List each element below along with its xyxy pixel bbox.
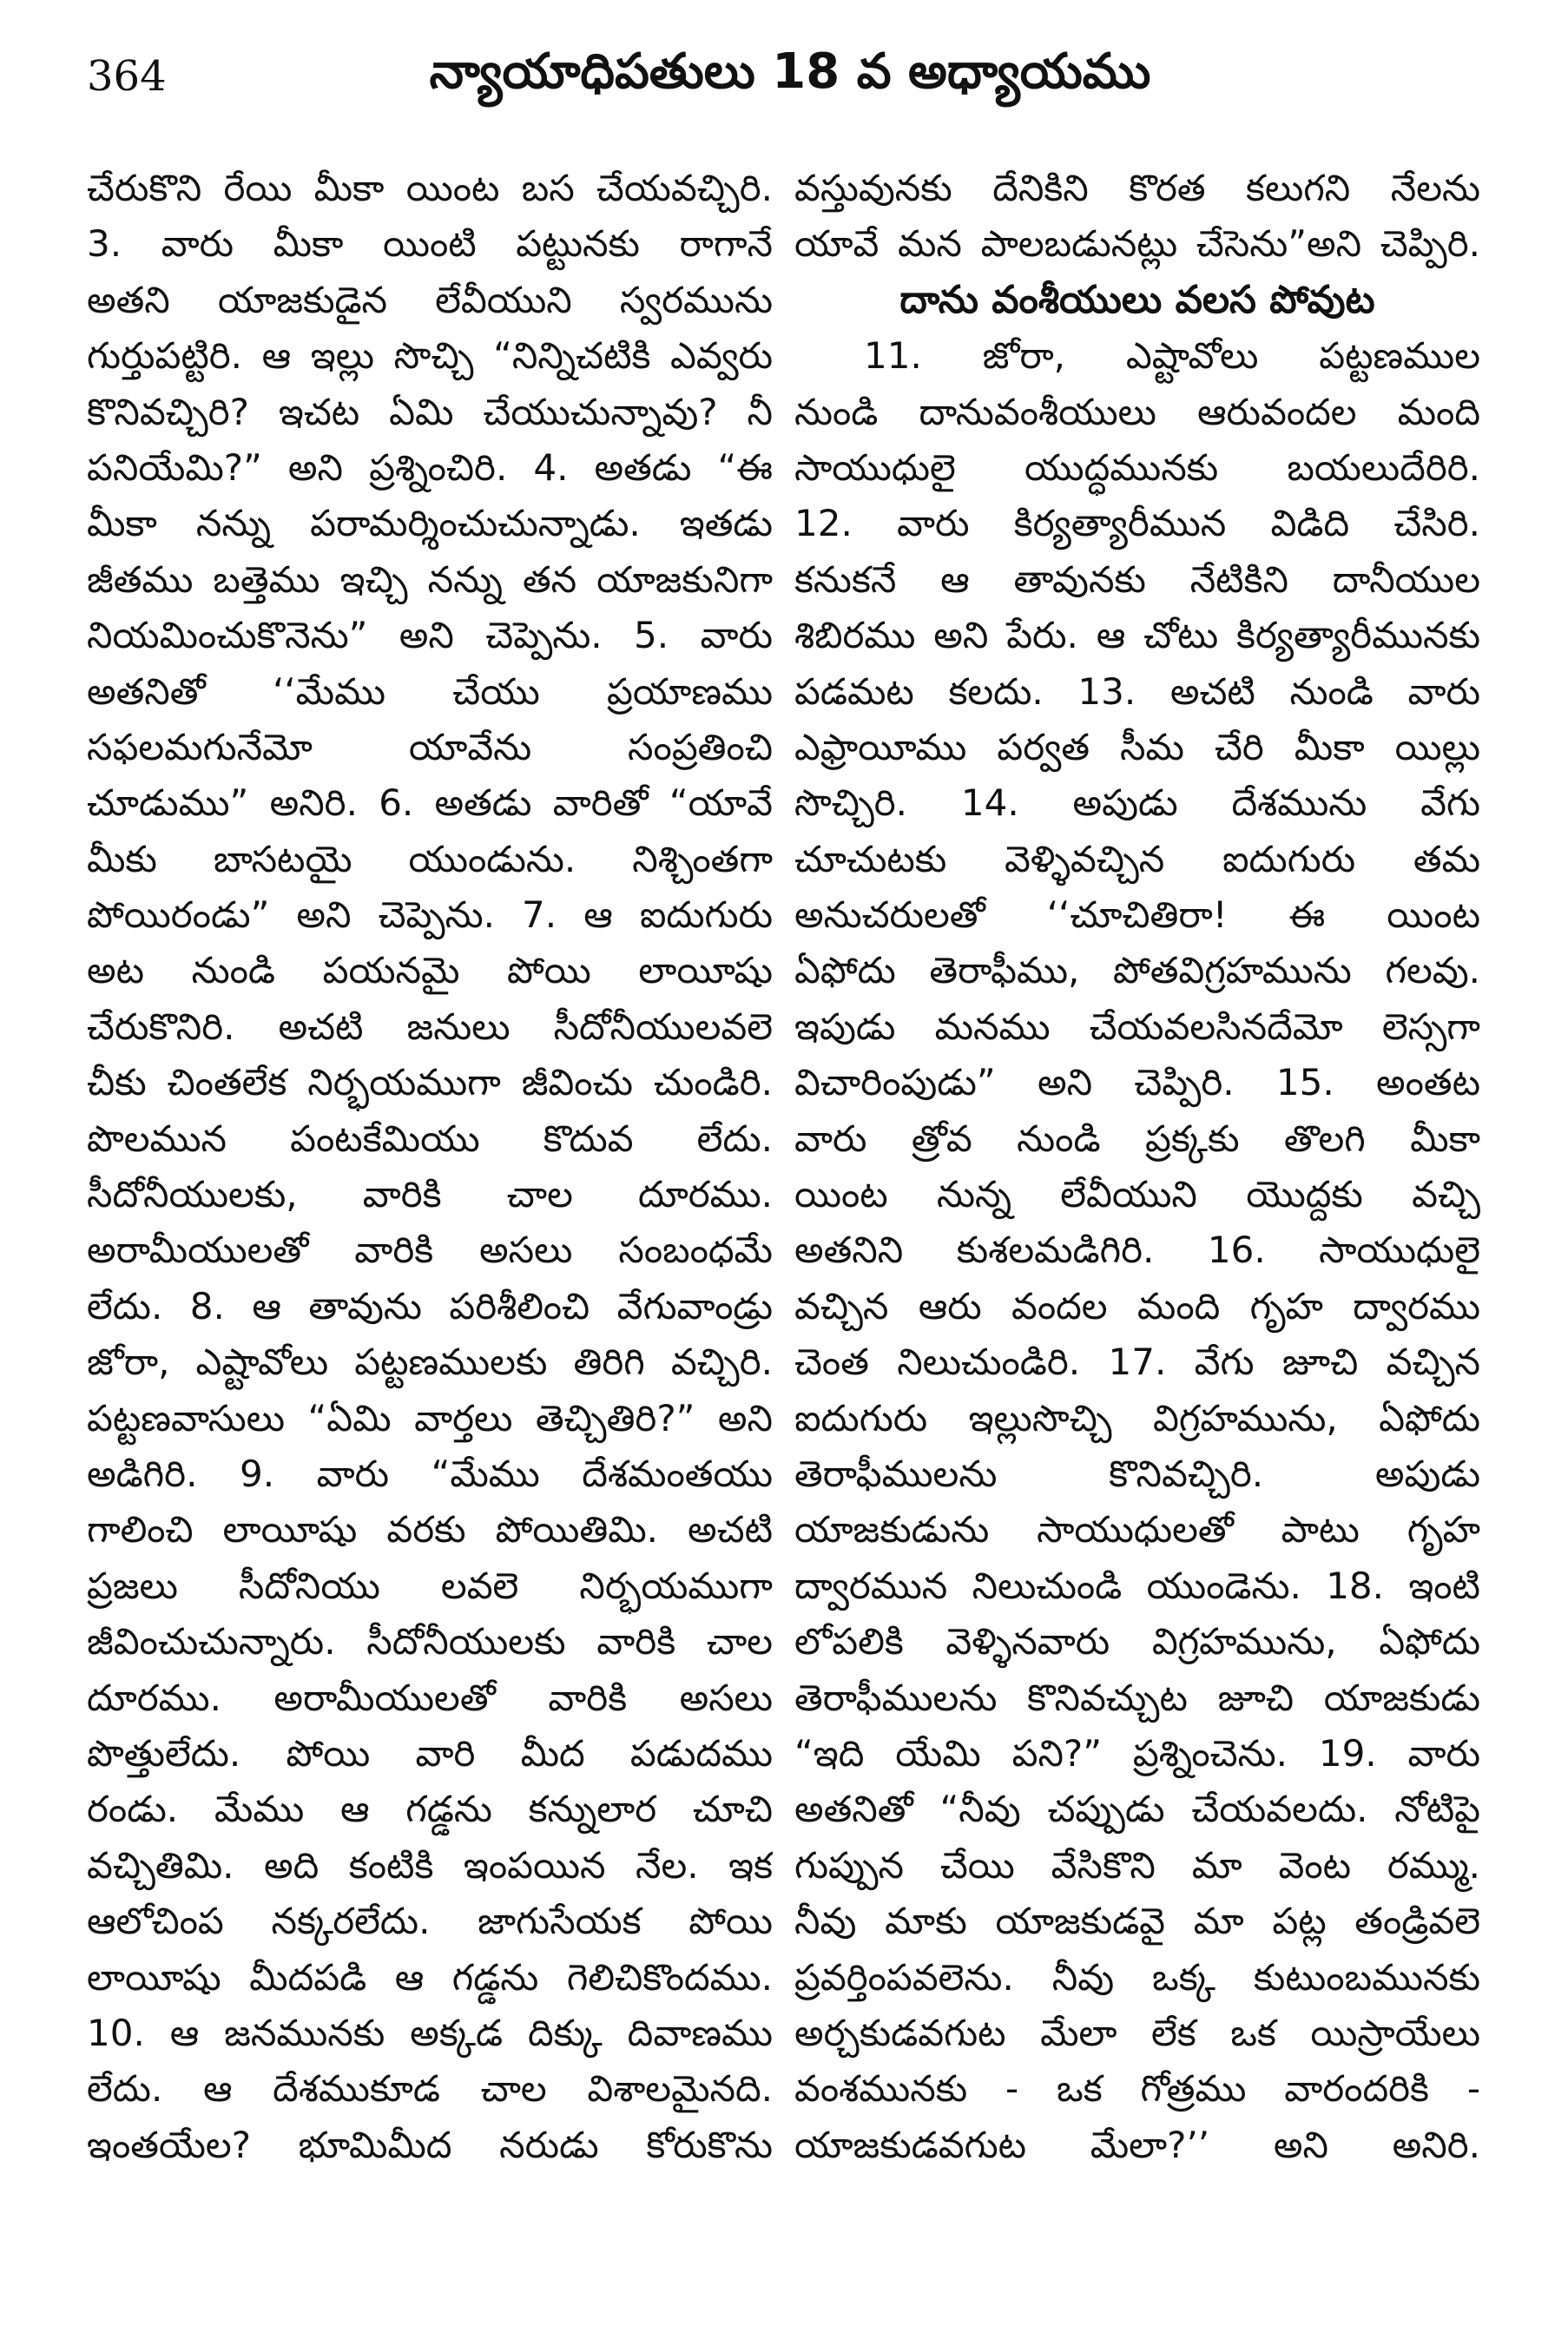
text-line: కనుకనే ఆ తావునకు నేటికిని దానీయుల	[794, 557, 1480, 601]
text-line: ఆలోచింప నక్కరలేదు. జాగుసేయక పోయి	[87, 1900, 773, 1943]
text-line: వంశమునకు - ఒక గోత్రము వారందరికి -	[794, 2067, 1480, 2111]
page-header	[87, 43, 1493, 122]
text-line: 3. వారు మీకా యింటి పట్టునకు రాగానే	[87, 222, 773, 266]
right-text-column	[794, 161, 1480, 2173]
text-line: పట్టణవాసులు “ఏమి వార్తలు తెచ్చితిరి?” అని	[87, 1396, 773, 1440]
text-line: వారు త్రోవ నుండి ప్రక్కకు తొలగి మీకా	[794, 1117, 1480, 1160]
text-line: అర్చకుడవగుట మేలా లేక ఒక యిస్రాయేలు	[794, 2011, 1480, 2054]
text-line: ద్వారమున నిలుచుండి యుండెను. 18. ఇంటి	[794, 1564, 1480, 1607]
text-line: పొలమున పంటకేమియు కొదువ లేదు.	[87, 1117, 773, 1160]
text-line: తెరాఫీములను కొనివచ్చుట జూచి యాజకుడు	[794, 1676, 1480, 1719]
text-line: ఐదుగురు ఇల్లుసొచ్చి విగ్రహమును, ఏఫోదు	[794, 1396, 1480, 1440]
text-line: దూరము. అరామీయులతో వారికి అసలు	[87, 1676, 773, 1719]
text-line: లాయీషు మీదపడి ఆ గడ్డను గెలిచికొందము.	[87, 1955, 773, 1999]
text-line: ఎఫ్రాయీము పర్వత సీమ చేరి మీకా యిల్లు	[794, 725, 1480, 768]
text-line: 12. వారు కిర్యత్యారీమున విడిది చేసిరి.	[794, 502, 1480, 545]
text-line: మీకు బాసటయై యుండును. నిశ్చింతగా	[87, 837, 773, 880]
text-line: అతనితో ‘‘మేము చేయు ప్రయాణము	[87, 669, 773, 713]
text-line: నుండి దానువంశీయులు ఆరువందల మంది	[794, 390, 1480, 433]
text-line: గుర్తుపట్టిరి. ఆ ఇల్లు సొచ్చి “నిన్నిచటికి ఎవ్వరు	[87, 334, 773, 378]
text-line: యింట నున్న లేవీయుని యొద్దకు వచ్చి	[794, 1173, 1480, 1216]
text-line: చూడుము” అనిరి. 6. అతడు వారితో “యావే	[87, 781, 773, 825]
text-line: లేదు. 8. ఆ తావును పరిశీలించి వేగువాండ్రు	[87, 1284, 773, 1328]
section-heading: దాను వంశీయులు వలస పోవుట	[899, 277, 1375, 322]
text-line: నియమించుకొనెను” అని చెప్పెను. 5. వారు	[87, 614, 773, 657]
text-line: సాయుధులై యుద్ధమునకు బయలుదేరిరి.	[794, 445, 1480, 489]
text-line: ప్రవర్తింపవలెను. నీవు ఒక్క కుటుంబమునకు	[794, 1955, 1480, 1999]
page-number: 364	[87, 52, 167, 101]
text-line: యాజకుడవగుట మేలా?’’ అని అనిరి.	[794, 2123, 1480, 2166]
text-line: ప్రజలు సీదోనియు లవలె నిర్భయముగా	[87, 1564, 773, 1607]
text-line: 10. ఆ జనమునకు అక్కడ దిక్కు దివాణము	[87, 2011, 773, 2054]
text-line: అట నుండి పయనమై పోయి లాయీషు	[87, 949, 773, 992]
text-line: సీదోనీయులకు, వారికి చాల దూరము.	[87, 1173, 773, 1216]
text-line: చూచుటకు వెళ్ళివచ్చిన ఐదుగురు తమ	[794, 837, 1480, 880]
text-line: గాలించి లాయీషు వరకు పోయితిమి. అచటి	[87, 1508, 773, 1552]
text-line: కొనివచ్చిరి? ఇచట ఏమి చేయుచున్నావు? నీ	[87, 390, 773, 433]
text-line: శిబిరము అని పేరు. ఆ చోటు కిర్యత్యారీమునకు	[794, 614, 1480, 657]
text-line: సొచ్చిరి. 14. అపుడు దేశమును వేగు	[794, 781, 1480, 825]
text-line: ఇంతయేల? భూమిమీద నరుడు కోరుకొను	[87, 2123, 773, 2166]
text-line: మీకా నన్ను పరామర్శించుచున్నాడు. ఇతడు	[87, 502, 773, 545]
text-line: వచ్చితిమి. అది కంటికి ఇంపయిన నేల. ఇక	[87, 1843, 773, 1887]
text-line: నీవు మాకు యాజకుడవై మా పట్ల తండ్రివలె	[794, 1900, 1480, 1943]
text-line: అతనితో “నీవు చప్పుడు చేయవలదు. నోటిపై	[794, 1788, 1480, 1831]
text-line: రండు. మేము ఆ గడ్డను కన్నులార చూచి	[87, 1788, 773, 1831]
text-line: పోయిరండు” అని చెప్పెను. 7. ఆ ఐదుగురు	[87, 893, 773, 937]
text-line: ఇపుడు మనము చేయవలసినదేమో లెస్సగా	[794, 1005, 1480, 1048]
text-line: చెంత నిలుచుండిరి. 17. వేగు జూచి వచ్చిన	[794, 1341, 1480, 1384]
text-line: పొత్తులేదు. పోయి వారి మీద పడుదము	[87, 1731, 773, 1775]
text-line: పడమట కలదు. 13. అచటి నుండి వారు	[794, 669, 1480, 713]
text-line: యావే మన పాలబడునట్లు చేసెను”అని చెప్పిరి.	[794, 222, 1480, 266]
text-line: వచ్చిన ఆరు వందల మంది గృహ ద్వారము	[794, 1284, 1480, 1328]
text-line: లోపలికి వెళ్ళినవారు విగ్రహమును, ఏఫోదు	[794, 1620, 1480, 1664]
running-title: న్యాయాధిపతులు 18 వ అధ్యాయము	[429, 43, 1151, 100]
text-line: చేరుకొని రేయి మీకా యింట బస చేయవచ్చిరి.	[87, 167, 773, 209]
text-line: అతని యాజకుడైన లేవీయుని స్వరమును	[87, 278, 773, 321]
text-line: విచారింపుడు” అని చెప్పిరి. 15. అంతట	[794, 1061, 1480, 1104]
text-line: చీకు చింతలేక నిర్భయముగా జీవించు చుండిరి.	[87, 1061, 773, 1104]
text-line: తెరాఫీములను కొనివచ్చిరి. అపుడు	[794, 1452, 1480, 1495]
text-line: అనుచరులతో ‘‘చూచితిరా! ఈ యింట	[794, 893, 1480, 937]
text-line: జోరా, ఎష్టావోలు పట్టణములకు తిరిగి వచ్చిరి.	[87, 1341, 773, 1384]
text-line: యాజకుడును సాయుధులతో పాటు గృహ	[794, 1508, 1480, 1552]
text-line: 11. జోరా, ఎష్టావోలు పట్టణముల	[864, 334, 1480, 378]
text-line: పనియేమి?” అని ప్రశ్నించిరి. 4. అతడు “ఈ	[87, 445, 773, 489]
text-line: గుప్పున చేయి వేసికొని మా వెంట రమ్ము.	[794, 1843, 1480, 1887]
text-line: జీవించుచున్నారు. సీదోనీయులకు వారికి చాల	[87, 1620, 773, 1664]
left-text-column	[87, 161, 773, 2173]
text-line: జీతము బత్తెము ఇచ్చి నన్ను తన యాజకునిగా	[87, 557, 773, 601]
text-line: “ఇది యేమి పని?” ప్రశ్నించెను. 19. వారు	[794, 1731, 1480, 1775]
text-line: ఏఫోదు తెరాఫీము, పోతవిగ్రహమును గలవు.	[794, 949, 1480, 992]
text-line: అడిగిరి. 9. వారు “మేము దేశమంతయు	[87, 1452, 773, 1495]
text-line: వస్తువునకు దేనికిని కొరత కలుగని నేలను	[794, 167, 1480, 209]
text-line: అరామీయులతో వారికి అసలు సంబంధమే	[87, 1229, 773, 1272]
text-line: సఫలమగునేమో యావేను సంప్రతించి	[87, 725, 773, 768]
text-line: చేరుకొనిరి. అచటి జనులు సీదోనీయులవలె	[87, 1005, 773, 1048]
text-line: లేదు. ఆ దేశముకూడ చాల విశాలమైనది.	[87, 2067, 773, 2111]
text-line: అతనిని కుశలమడిగిరి. 16. సాయుధులై	[794, 1229, 1480, 1272]
